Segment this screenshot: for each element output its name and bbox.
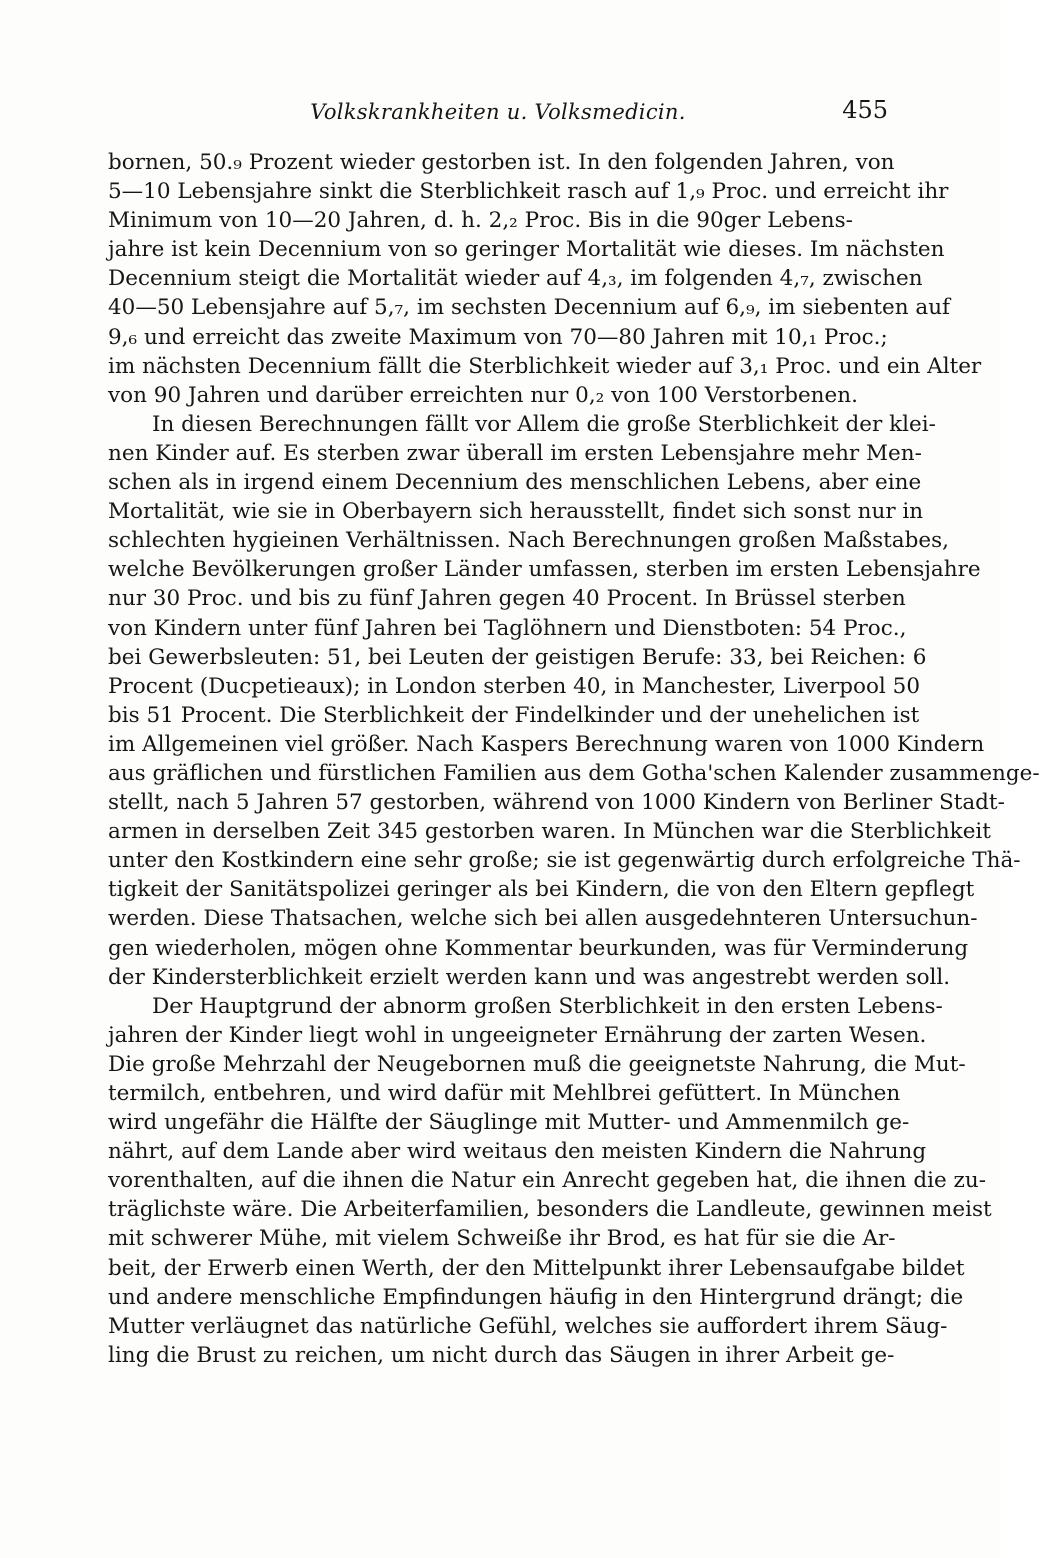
text-line: von 90 Jahren und darüber erreichten nur 0,₂ von 100 Verstorbenen. [108, 382, 858, 408]
text-line: wird ungefähr die Hälfte der Säuglinge mit Mutter- und Ammenmilch ge- [108, 1110, 910, 1136]
text-line: tigkeit der Sanitätspolizei geringer als bei Kindern, die von den Eltern gepflegt [108, 877, 975, 903]
text-line: nen Kinder auf. Es sterben zwar überall im ersten Lebensjahre mehr Men- [108, 440, 922, 466]
text-line: termilch, entbehren, und wird dafür mit Mehlbrei gefüttert. In München [108, 1081, 901, 1106]
text-line: armen in derselben Zeit 345 gestorben waren. In München war die Sterblichkeit [108, 819, 991, 845]
text-line: Mutter verläugnet das natürliche Gefühl, welches sie auffordert ihrem Säug- [108, 1313, 948, 1339]
text-line: im nächsten Decennium fällt die Sterblichkeit wieder auf 3,₁ Proc. und ein Alter [108, 353, 982, 379]
text-line: Der Hauptgrund der abnorm großen Sterblichkeit in den ersten Lebens- [152, 993, 943, 1019]
text-line: welche Bevölkerungen großer Länder umfassen, sterben im ersten Lebensjahre [108, 557, 981, 583]
text-line: im Allgemeinen viel größer. Nach Kaspers Berechnung waren von 1000 Kindern [108, 731, 985, 757]
text-line: werden. Diese Thatsachen, welche sich bei allen ausgedehnteren Untersuchun- [108, 906, 978, 932]
text-line: Procent (Ducpetieaux); in London sterben 40, in Manchester, Liverpool 50 [108, 673, 921, 699]
text-line: nur 30 Proc. und bis zu fünf Jahren gegen 40 Procent. In Brüssel sterben [108, 586, 906, 612]
text-line: Minimum von 10—20 Jahren, d. h. 2,₂ Proc. Bis in die 90ger Lebens- [108, 208, 853, 234]
text-line: unter den Kostkindern eine sehr große; sie ist gegenwärtig durch erfolgreiche Thä- [108, 848, 1021, 874]
text-line: bis 51 Procent. Die Sterblichkeit der Findelkinder und der unehelichen ist [108, 702, 920, 728]
page-header [108, 96, 888, 136]
text-line: und andere menschliche Empfindungen häufig in den Hintergrund drängt; die [108, 1284, 964, 1310]
page-number: 455 [842, 96, 888, 124]
text-line: Die große Mehrzahl der Neugebornen muß die geeignetste Nahrung, die Mut- [108, 1051, 966, 1077]
text-line: träglichste wäre. Die Arbeiterfamilien, besonders die Landleute, gewinnen meist [108, 1197, 992, 1223]
text-line: beit, der Erwerb einen Werth, der den Mittelpunkt ihrer Lebensaufgabe bildet [108, 1255, 965, 1281]
text-line: ling die Brust zu reichen, um nicht durch das Säugen in ihrer Arbeit ge- [108, 1342, 895, 1368]
text-line: bornen, 50.₉ Prozent wieder gestorben ist. In den folgenden Jahren, von [108, 150, 895, 175]
text-line: Mortalität, wie sie in Oberbayern sich herausstellt, findet sich sonst nur in [108, 499, 924, 525]
text-line: der Kindersterblichkeit erzielt werden kann und was angestrebt werden soll. [108, 964, 951, 990]
text-line: Decennium steigt die Mortalität wieder auf 4,₃, im folgenden 4,₇, zwischen [108, 266, 923, 292]
body-text [108, 148, 1040, 1370]
text-line: In diesen Berechnungen fällt vor Allem die große Sterblichkeit der klei- [152, 411, 936, 437]
text-line: mit schwerer Mühe, mit vielem Schweiße ihr Brod, es hat für sie die Ar- [108, 1226, 896, 1252]
text-line: vorenthalten, auf die ihnen die Natur ein Anrecht gegeben hat, die ihnen die zu- [108, 1168, 986, 1194]
text-line: schlechten hygieinen Verhältnissen. Nach Berechnungen großen Maßstabes, [108, 528, 949, 554]
text-line: 5—10 Lebensjahre sinkt die Sterblichkeit rasch auf 1,₉ Proc. und erreicht ihr [108, 179, 949, 205]
text-line: bei Gewerbsleuten: 51, bei Leuten der geistigen Berufe: 33, bei Reichen: 6 [108, 644, 927, 670]
text-line: nährt, auf dem Lande aber wird weitaus den meisten Kindern die Nahrung [108, 1139, 927, 1165]
text-line: 9,₆ und erreicht das zweite Maximum von 70—80 Jahren mit 10,₁ Proc.; [108, 324, 888, 350]
text-line: 40—50 Lebensjahre auf 5,₇, im sechsten Decennium auf 6,₉, im siebenten auf [108, 295, 951, 321]
text-line: stellt, nach 5 Jahren 57 gestorben, während von 1000 Kindern von Berliner Stadt- [108, 790, 1005, 816]
running-head: Volkskrankheiten u. Volksmedicin. [310, 100, 686, 124]
text-line: gen wiederholen, mögen ohne Kommentar beurkunden, was für Verminderung [108, 935, 969, 961]
text-line: jahre ist kein Decennium von so geringer Mortalität wie dieses. Im nächsten [108, 237, 945, 263]
text-line: aus gräflichen und fürstlichen Familien aus dem Gotha'schen Kalender zusammenge- [108, 760, 1040, 786]
text-line: jahren der Kinder liegt wohl in ungeeigneter Ernährung der zarten Wesen. [108, 1022, 927, 1048]
text-line: von Kindern unter fünf Jahren bei Taglöhnern und Dienstboten: 54 Proc., [108, 615, 907, 641]
text-line: schen als in irgend einem Decennium des menschlichen Lebens, aber eine [108, 470, 922, 496]
